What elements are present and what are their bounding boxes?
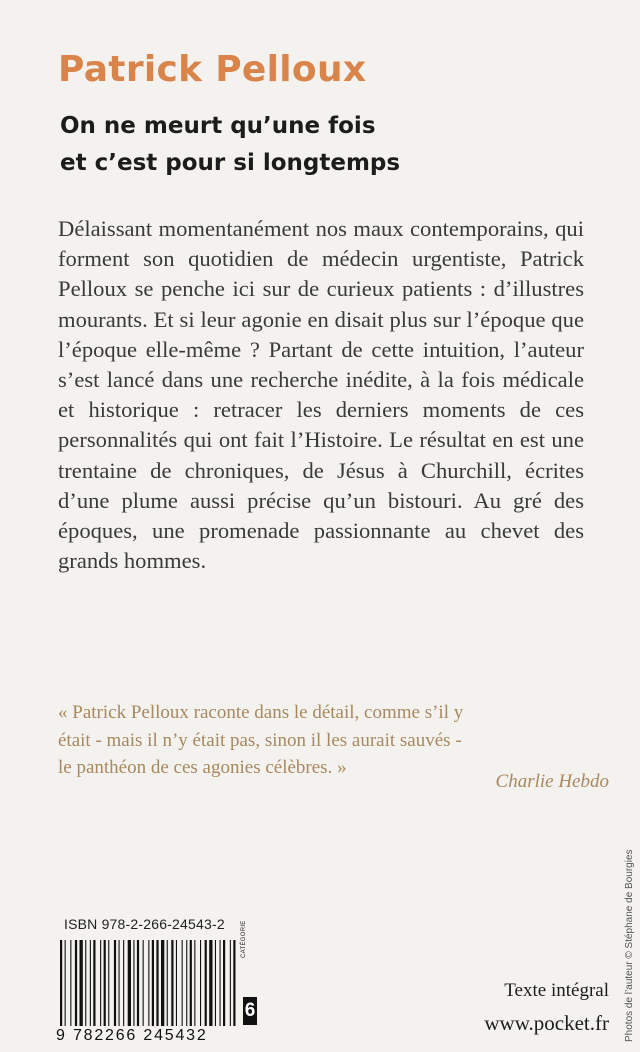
blurb-text: Délaissant momentanément nos maux contemporains, qui forment son quotidien de médecin urgentiste, Patrick Pelloux se penche ici sur de curieux patients : d’illustres mourants. Et si leur agonie en disait plus sur l’époque que l’époque elle-même ? Partant de cette intuition, l’auteur s’est lancé dans une recherche inédite, à la fois médicale et historique : retracer les derniers moments de ces personnalités qui ont fait l’Histoire. Le résultat en est une trentaine de chroniques, de Jésus à Churchill, écrites d’une plume aussi précise qu’un bistouri. Au gré des époques, une promenade passionnante au chevet des grands hommes.	[58, 216, 584, 574]
edition-note: Texte intégral	[504, 980, 609, 1001]
book-title	[60, 108, 400, 182]
quote-line-2: était - mais il n’y était pas, sinon il les aurait sauvés -	[58, 729, 462, 751]
photo-credit: Photos de l’auteur © Stéphane de Bourgies	[624, 849, 635, 1042]
barcode-digits: 9 782266 245432	[56, 1027, 208, 1044]
title-line-2: et c’est pour si longtemps	[60, 150, 401, 176]
isbn-number: ISBN 978-2-266-24543-2	[64, 916, 225, 932]
quote-line-3: le panthéon de ces agonies célèbres. »	[58, 757, 347, 778]
author-name: Patrick Pelloux	[58, 49, 367, 90]
press-quote	[58, 699, 584, 782]
category-label: CATÉGORIE	[241, 920, 247, 958]
quote-line-1: « Patrick Pelloux raconte dans le détail, comme s’il y	[58, 702, 464, 723]
quote-source: Charlie Hebdo	[495, 771, 609, 792]
category-badge: 6	[243, 997, 257, 1025]
publisher-website: www.pocket.fr	[484, 1011, 609, 1035]
barcode-icon	[58, 940, 236, 1026]
title-line-1: On ne meurt qu’une fois	[60, 113, 376, 139]
